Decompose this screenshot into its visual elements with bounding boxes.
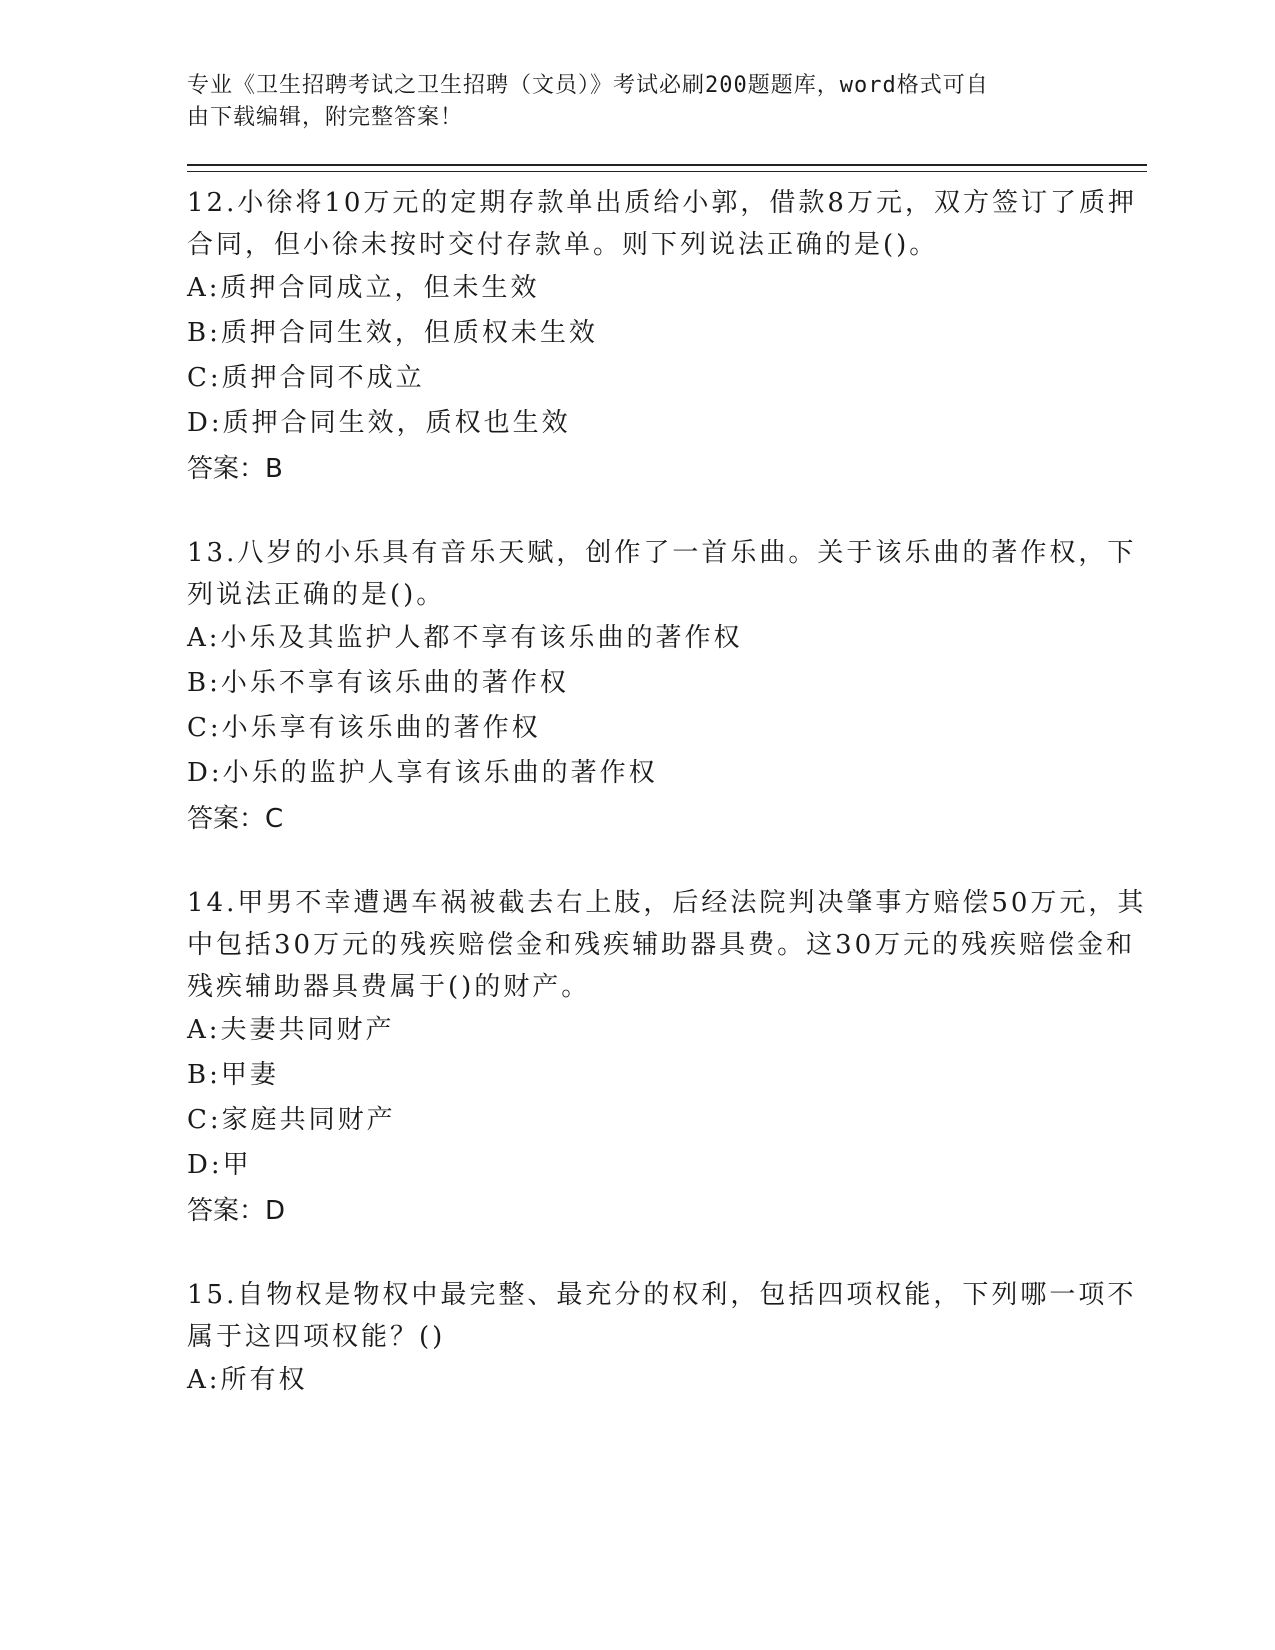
header-line-2: 由下载编辑，附完整答案！ bbox=[187, 105, 464, 130]
option-d: D:甲 bbox=[187, 1150, 252, 1180]
option-c: C:质押合同不成立 bbox=[187, 363, 425, 393]
document-header bbox=[187, 70, 1147, 134]
question-text: 13.八岁的小乐具有音乐天赋，创作了一首乐曲。关于该乐曲的著作权，下列说法正确的是()。 bbox=[187, 538, 1137, 610]
option-a: A:小乐及其监护人都不享有该乐曲的著作权 bbox=[187, 623, 743, 653]
option-c: C:小乐享有该乐曲的著作权 bbox=[187, 713, 541, 743]
option-a: A:所有权 bbox=[187, 1365, 308, 1395]
question-list bbox=[187, 182, 1147, 1403]
answer-text: 答案：D bbox=[187, 1196, 286, 1226]
answer-text: 答案：B bbox=[187, 454, 283, 484]
question-item bbox=[187, 1274, 1147, 1403]
header-line-1: 专业《卫生招聘考试之卫生招聘（文员）》考试必刷200题题库，word格式可自 bbox=[187, 73, 989, 98]
option-b: B:小乐不享有该乐曲的著作权 bbox=[187, 668, 569, 698]
option-a: A:质押合同成立，但未生效 bbox=[187, 273, 540, 303]
option-b: B:甲妻 bbox=[187, 1060, 279, 1090]
question-text: 15.自物权是物权中最完整、最充分的权利，包括四项权能，下列哪一项不属于这四项权能？() bbox=[187, 1280, 1137, 1352]
option-b: B:质押合同生效，但质权未生效 bbox=[187, 318, 598, 348]
option-d: D:质押合同生效，质权也生效 bbox=[187, 408, 571, 438]
question-item bbox=[187, 882, 1147, 1234]
question-text: 14.甲男不幸遭遇车祸被截去右上肢，后经法院判决肇事方赔偿50万元，其中包括30万元的残疾赔偿金和残疾辅助器具费。这30万元的残疾赔偿金和残疾辅助器具费属于()的财产。 bbox=[187, 888, 1147, 1002]
question-item bbox=[187, 532, 1147, 842]
option-c: C:家庭共同财产 bbox=[187, 1105, 396, 1135]
option-a: A:夫妻共同财产 bbox=[187, 1015, 395, 1045]
header-divider bbox=[187, 164, 1147, 172]
document-page bbox=[187, 70, 1147, 1443]
question-text: 12.小徐将10万元的定期存款单出质给小郭，借款8万元，双方签订了质押合同，但小徐未按时交付存款单。则下列说法正确的是()。 bbox=[187, 188, 1137, 260]
answer-text: 答案：C bbox=[187, 804, 284, 834]
question-item bbox=[187, 182, 1147, 492]
option-d: D:小乐的监护人享有该乐曲的著作权 bbox=[187, 758, 658, 788]
